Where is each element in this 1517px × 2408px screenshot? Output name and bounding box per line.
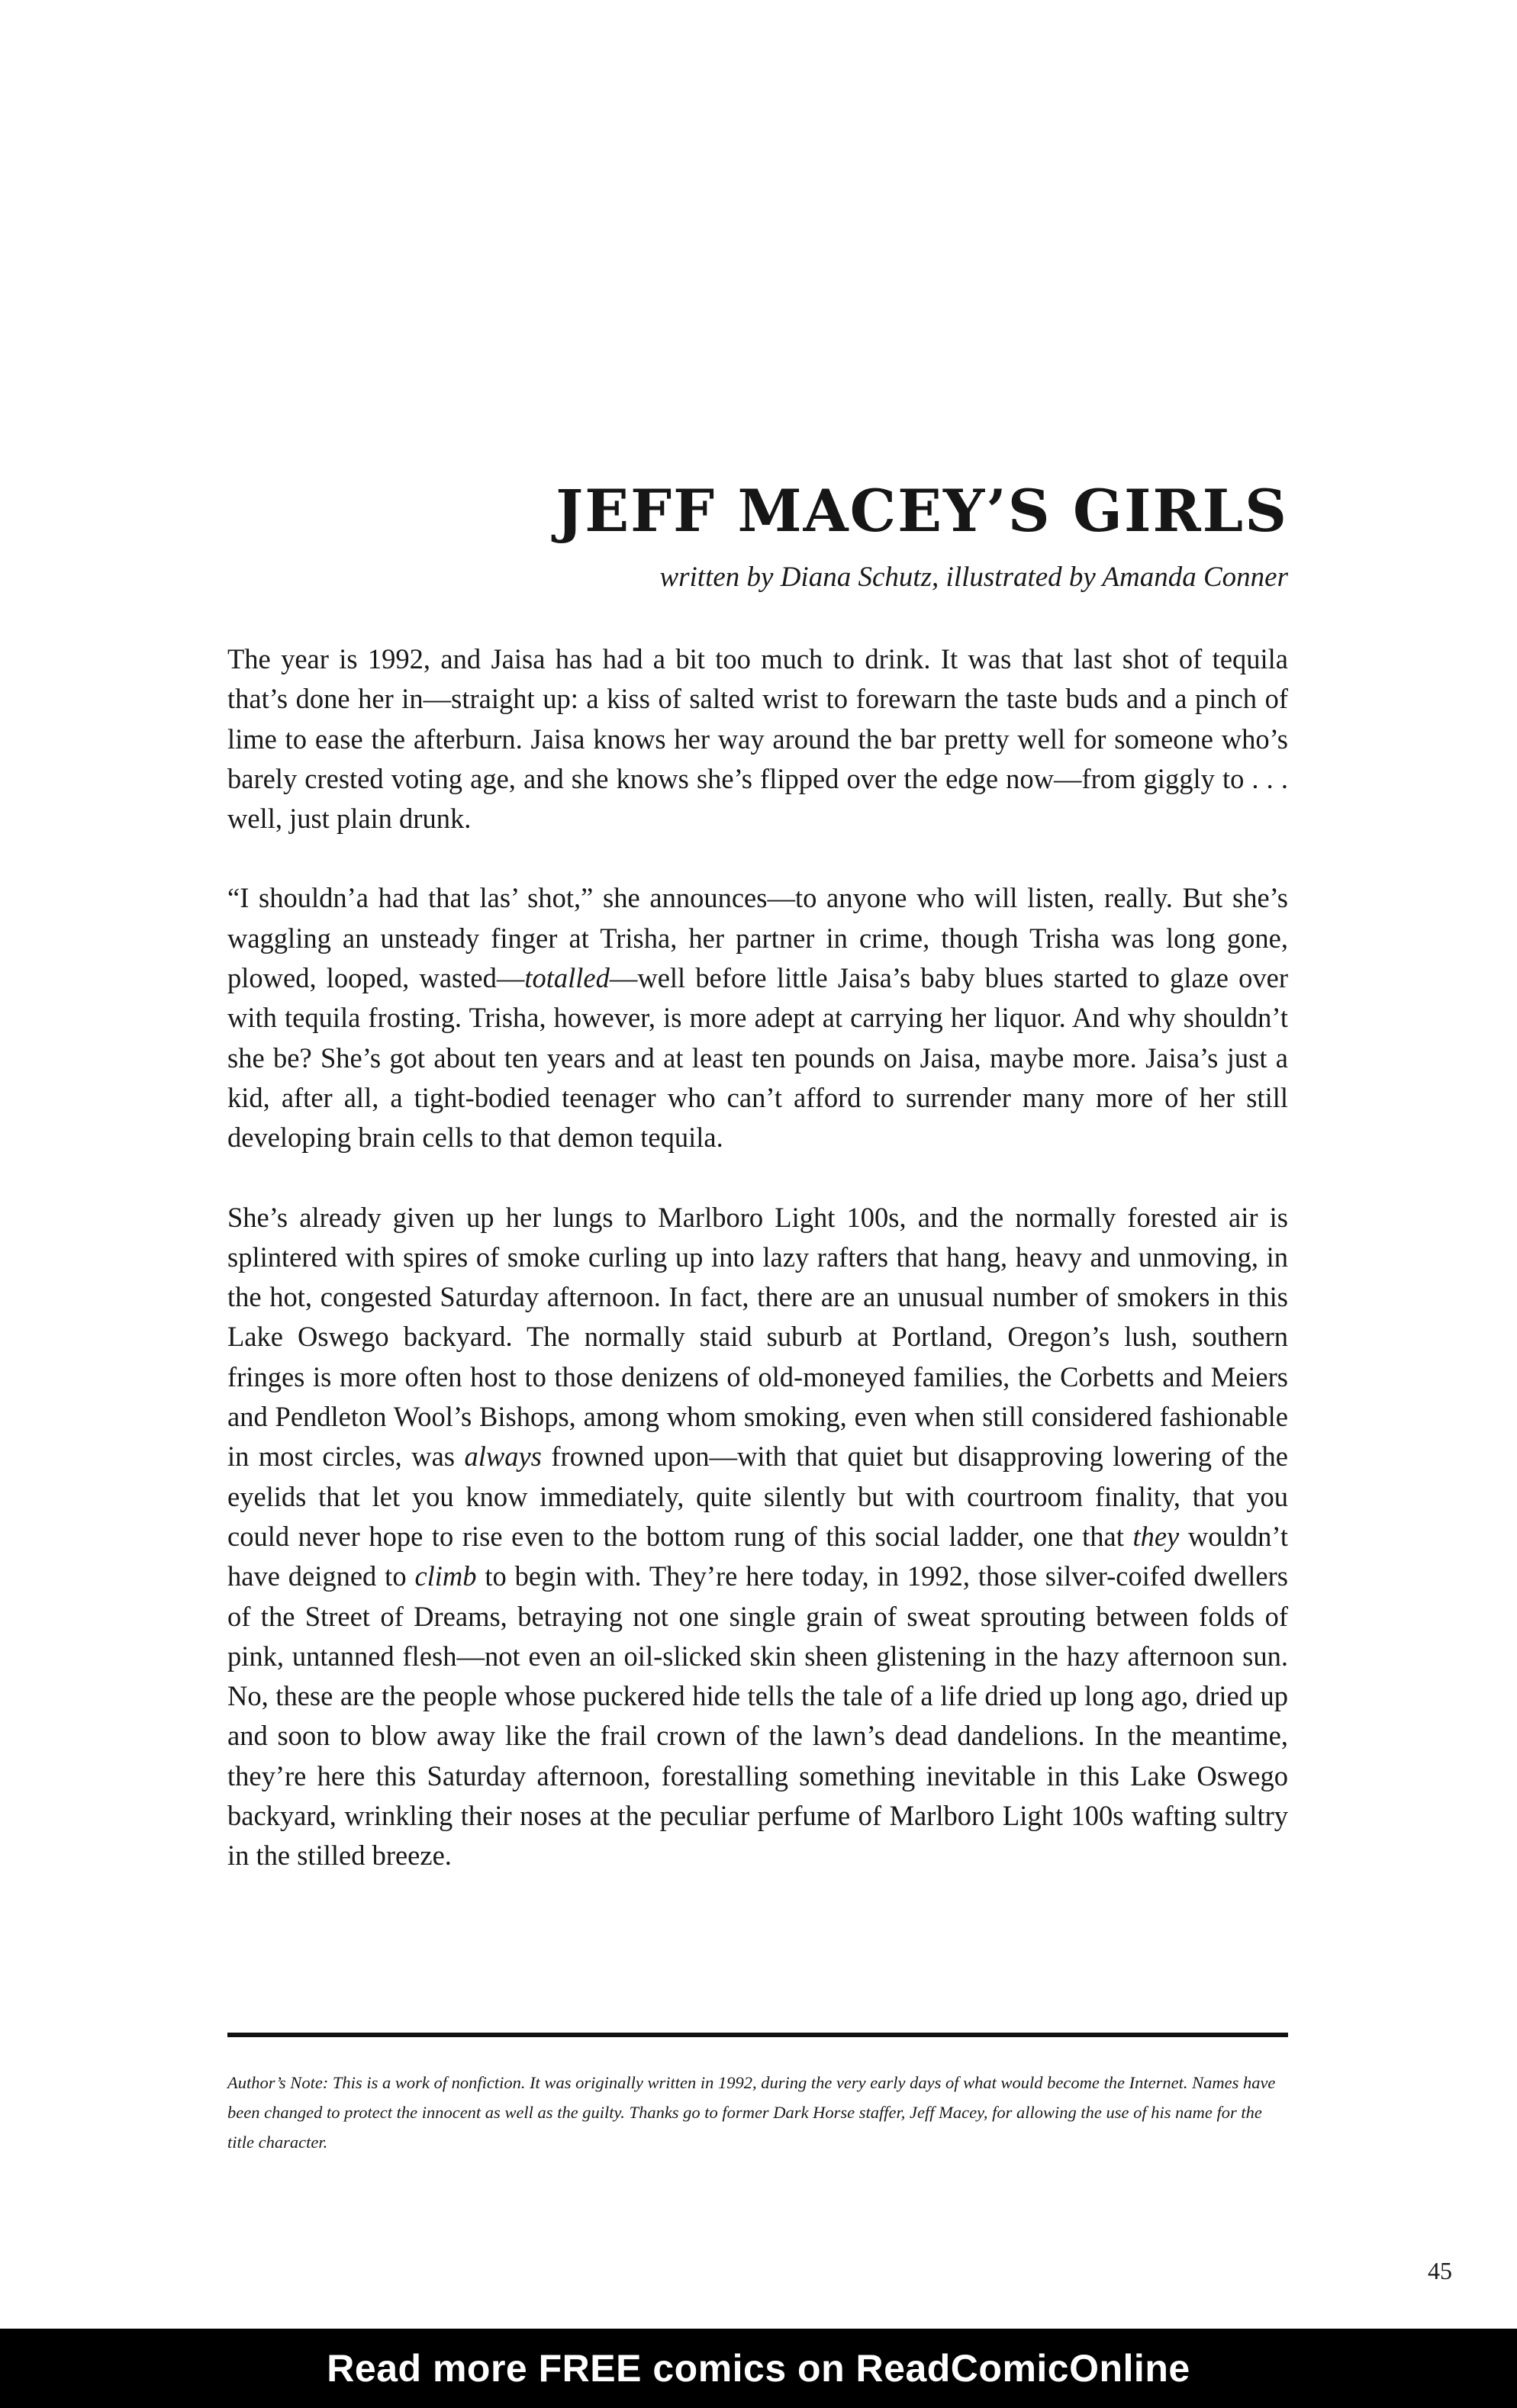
- italic-text: always: [464, 1441, 542, 1473]
- promo-banner-text[interactable]: Read more FREE comics on ReadComicOnline: [327, 2347, 1190, 2390]
- paragraph-1: [227, 639, 1288, 839]
- story-body: [227, 639, 1288, 1916]
- page-number: 45: [1428, 2257, 1452, 2284]
- paragraph-2: [227, 878, 1288, 1157]
- footnote-divider: [227, 2033, 1288, 2037]
- paragraph-3: [227, 1198, 1288, 1876]
- text-run: —well before little Jaisa’s baby blues started to glaze over with tequila frosting. Trisha, however, is more adept at carrying her liquor. And why shouldn’t she be? She’s got about ten years and at least ten pounds on Jaisa, maybe more. Jaisa’s just a kid, after all, a tight-bodied teenager who can’t afford to surrender many more of her still developing brain cells to that demon tequila.: [227, 962, 1289, 1154]
- italic-text: they: [1132, 1520, 1180, 1552]
- story-title: JEFF MACEY’S GIRLS: [556, 477, 1288, 545]
- text-run: frowned upon—with that quiet but disapproving lowering of the eyelids that let you know immediately, quite silently but with courtroom finality, that you could never hope to rise even to the bottom rung of this social ladder, one that: [227, 1441, 1289, 1552]
- italic-text: climb: [414, 1560, 477, 1592]
- italic-text: totalled: [524, 962, 610, 994]
- promo-banner[interactable]: [0, 2329, 1517, 2408]
- authors-note: Author’s Note: This is a work of nonfiction. It was originally written in 1992, during the very early days of what would become the Internet. Names have been changed to protect the innocent as well as the guilty. Thanks go to former Dark Horse staffer, Jeff Macey, for allowing the use of his name for the title character.: [227, 2073, 1276, 2152]
- text-run: She’s already given up her lungs to Marlboro Light 100s, and the normally forested air is splintered with spires of smoke curling up into lazy rafters that hang, heavy and unmoving, in the hot, congested Saturday afternoon. In fact, there are an unusual number of smokers in this Lake Oswego backyard. The normally staid suburb at Portland, Oregon’s lush, southern fringes is more often host to those denizens of old-moneyed families, the Corbetts and Meiers and Pendleton Wool’s Bishops, among whom smoking, even when still considered fashionable in most circles, was: [227, 1201, 1288, 1473]
- text-run: wouldn’t have deigned to: [227, 1520, 1288, 1592]
- text-run: “I shouldn’a had that las’ shot,” she announces—to anyone who will listen, really. But she’s waggling an unsteady finger at Trisha, her partner in crime, though Trisha was long gone, plowed, looped, wasted—: [227, 882, 1288, 994]
- text-run: The year is 1992, and Jaisa has had a bit too much to drink. It was that last shot of tequila that’s done her in—straight up: a kiss of salted wrist to forewarn the taste buds and a pinch of lime to ease the afterburn. Jaisa knows her way around the bar pretty well for someone who’s barely crested voting age, and she knows she’s flipped over the edge now—from giggly to . . . well, just plain drunk.: [227, 643, 1288, 835]
- text-run: to begin with. They’re here today, in 1992, those silver-coifed dwellers of the Street of Dreams, betraying not one single grain of sweat sprouting between folds of pink, untanned flesh—not even an oil-slicked skin sheen glistening in the hazy afternoon sun. No, these are the people whose puckered hide tells the tale of a life dried up long ago, dried up and soon to blow away like the frail crown of the lawn’s dead dandelions. In the meantime, they’re here this Saturday afternoon, forestalling something inevitable in this Lake Oswego backyard, wrinkling their noses at the peculiar perfume of Marlboro Light 100s wafting sultry in the stilled breeze.: [227, 1560, 1288, 1872]
- story-byline: written by Diana Schutz, illustrated by Amanda Conner: [659, 562, 1288, 593]
